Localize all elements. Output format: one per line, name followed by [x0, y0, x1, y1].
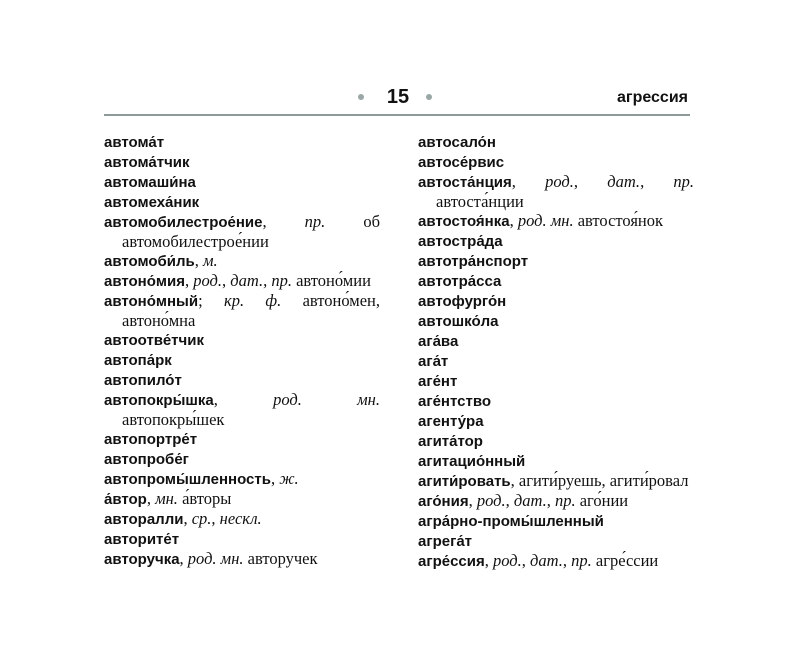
entry-text: автостоя́нок	[573, 211, 664, 230]
dictionary-entry	[418, 211, 694, 231]
headword: автосе́рвис	[418, 154, 505, 171]
entry-text: ,	[573, 172, 608, 191]
grammar-label: род.	[545, 172, 574, 191]
grammar-label: пр.	[673, 172, 695, 191]
headword: авторучка	[104, 551, 180, 568]
headword: а́втор	[104, 491, 147, 508]
headword: автопробе́г	[104, 451, 189, 468]
headword: автосало́н	[418, 134, 496, 151]
entry-text: ,	[270, 469, 280, 488]
entry-text: ,	[211, 509, 220, 528]
dictionary-entry	[104, 192, 380, 212]
dictionary-entry	[104, 172, 380, 192]
dictionary-entry	[418, 152, 694, 172]
entry-text: ,	[222, 271, 231, 290]
headword: автотра́нспорт	[418, 253, 529, 270]
headword: ага́т	[418, 353, 449, 370]
entry-text: агре́ссии	[591, 551, 659, 570]
headword: ага́ва	[418, 333, 459, 350]
entry-text: автопокры́шек	[122, 410, 225, 429]
headword: авторите́т	[104, 531, 180, 548]
entry-text: аго́нии	[575, 491, 629, 510]
entry-text: автоно́мен, автоно́мна	[122, 291, 380, 330]
dictionary-entry	[104, 390, 380, 429]
dictionary-entry	[418, 132, 694, 152]
headword: аго́ния	[418, 493, 469, 510]
headword: автотра́сса	[418, 273, 502, 290]
dictionary-entry	[104, 212, 380, 251]
headword: автопокры́шка	[104, 392, 214, 409]
headword: агра́рно-промы́шленный	[418, 513, 604, 530]
grammar-label: пр.	[271, 271, 292, 290]
headword: автома́т	[104, 134, 165, 151]
headword: автопило́т	[104, 372, 182, 389]
grammar-label: род. мн.	[517, 211, 574, 230]
dictionary-entry	[104, 251, 380, 271]
entry-text: ,	[521, 551, 531, 570]
entry-text: , агити́руешь, агити́ровал	[510, 471, 689, 490]
headword: автома́тчик	[104, 154, 190, 171]
entry-text: ,	[511, 172, 546, 191]
entry-text: автоно́мии	[291, 271, 371, 290]
entry-text: а́вторы	[177, 489, 232, 508]
header-rule	[104, 114, 690, 116]
dictionary-entry	[104, 529, 380, 549]
dictionary-entry	[104, 330, 380, 350]
dictionary-entry	[104, 271, 380, 291]
grammar-label: род. мн.	[273, 390, 380, 409]
dictionary-entry	[104, 549, 380, 569]
headword: агре́ссия	[418, 553, 485, 570]
headword: автостра́да	[418, 233, 503, 250]
left-column	[104, 132, 380, 569]
headword: автошко́ла	[418, 313, 499, 330]
entry-text: ,	[484, 551, 494, 570]
grammar-label: род.	[476, 491, 506, 510]
dictionary-entry	[418, 511, 694, 531]
entry-text: ;	[198, 291, 224, 310]
entry-text: ,	[183, 509, 192, 528]
entry-text: ,	[213, 390, 274, 409]
grammar-label: дат.	[607, 172, 641, 191]
headword: автоно́мия	[104, 273, 185, 290]
entry-text: авторучек	[243, 549, 318, 568]
bullet-dot-right-icon	[426, 94, 432, 100]
headword: агитацио́нный	[418, 453, 526, 470]
dictionary-entry	[418, 331, 694, 351]
dictionary-entry	[418, 251, 694, 271]
dictionary-entry	[104, 429, 380, 449]
dictionary-entry	[418, 391, 694, 411]
dictionary-entry	[418, 551, 694, 571]
headword: агенту́ра	[418, 413, 484, 430]
dictionary-entry	[104, 132, 380, 152]
dictionary-entry	[418, 311, 694, 331]
headword: автомеха́ник	[104, 194, 200, 211]
grammar-label: ср.	[191, 509, 212, 528]
dictionary-entry	[418, 351, 694, 371]
entry-text: ,	[505, 491, 514, 510]
headword: автоста́нция	[418, 174, 512, 191]
headword: автомоби́ль	[104, 253, 195, 270]
dictionary-entry	[418, 531, 694, 551]
dictionary-entry	[418, 172, 694, 211]
headword: агити́ровать	[418, 473, 511, 490]
grammar-label: род.	[193, 271, 222, 290]
entry-text: ,	[179, 549, 188, 568]
entry-text: ,	[194, 251, 204, 270]
grammar-label: род. мн.	[187, 549, 244, 568]
headword: авторалли	[104, 511, 184, 528]
dictionary-entry	[418, 451, 694, 471]
headword: агита́тор	[418, 433, 483, 450]
dictionary-entry	[418, 411, 694, 431]
dictionary-entry	[104, 469, 380, 489]
grammar-label: нескл.	[219, 509, 262, 528]
headword: автомаши́на	[104, 174, 196, 191]
dictionary-entry	[104, 449, 380, 469]
dictionary-entry	[104, 291, 380, 330]
headword: агрега́т	[418, 533, 473, 550]
grammar-label: пр.	[304, 212, 326, 231]
page-header	[0, 0, 800, 118]
entry-text: ,	[184, 271, 194, 290]
grammar-label: кр. ф.	[224, 291, 282, 310]
headword: автофурго́н	[418, 293, 507, 310]
grammar-label: дат.	[530, 551, 563, 570]
dictionary-entry	[418, 471, 694, 491]
dictionary-entry	[418, 431, 694, 451]
dictionary-entry	[418, 231, 694, 251]
grammar-label: мн.	[155, 489, 178, 508]
headword: аге́нтство	[418, 393, 492, 410]
headword: автоно́мный	[104, 293, 199, 310]
headword: автопортре́т	[104, 431, 198, 448]
dictionary-entry	[104, 152, 380, 172]
headword: автостоя́нка	[418, 213, 510, 230]
dictionary-entry	[104, 509, 380, 529]
headword: автомобилестрое́ние	[104, 214, 263, 231]
dictionary-entry	[418, 271, 694, 291]
entry-text: ,	[146, 489, 156, 508]
entry-text: ,	[509, 211, 518, 230]
grammar-label: род.	[493, 551, 522, 570]
headword: автоотве́тчик	[104, 332, 204, 349]
dictionary-entry	[418, 491, 694, 511]
dictionary-entry	[104, 350, 380, 370]
entry-text: автоста́нции	[436, 192, 524, 211]
page-number: 15	[386, 86, 410, 108]
entry-text: ,	[262, 212, 305, 231]
headword: аге́нт	[418, 373, 458, 390]
right-column	[418, 132, 694, 571]
entry-text: ,	[562, 551, 572, 570]
bullet-dot-left-icon	[358, 94, 364, 100]
running-head: агрессия	[617, 89, 688, 106]
grammar-label: ж.	[279, 469, 299, 488]
entry-text: ,	[546, 491, 555, 510]
headword: автопа́рк	[104, 352, 172, 369]
grammar-label: пр.	[554, 491, 576, 510]
grammar-label: пр.	[571, 551, 592, 570]
dictionary-entry	[418, 291, 694, 311]
headword: автопромы́шленность	[104, 471, 271, 488]
grammar-label: м.	[203, 251, 218, 270]
dictionary-entry	[418, 371, 694, 391]
dictionary-entry	[104, 370, 380, 390]
entry-text: об автомобилестрое́нии	[122, 212, 380, 251]
entry-text: ,	[468, 491, 477, 510]
entry-text: ,	[263, 271, 272, 290]
dictionary-entry	[104, 489, 380, 509]
entry-text: ,	[640, 172, 674, 191]
grammar-label: дат.	[513, 491, 547, 510]
grammar-label: дат.	[230, 271, 264, 290]
